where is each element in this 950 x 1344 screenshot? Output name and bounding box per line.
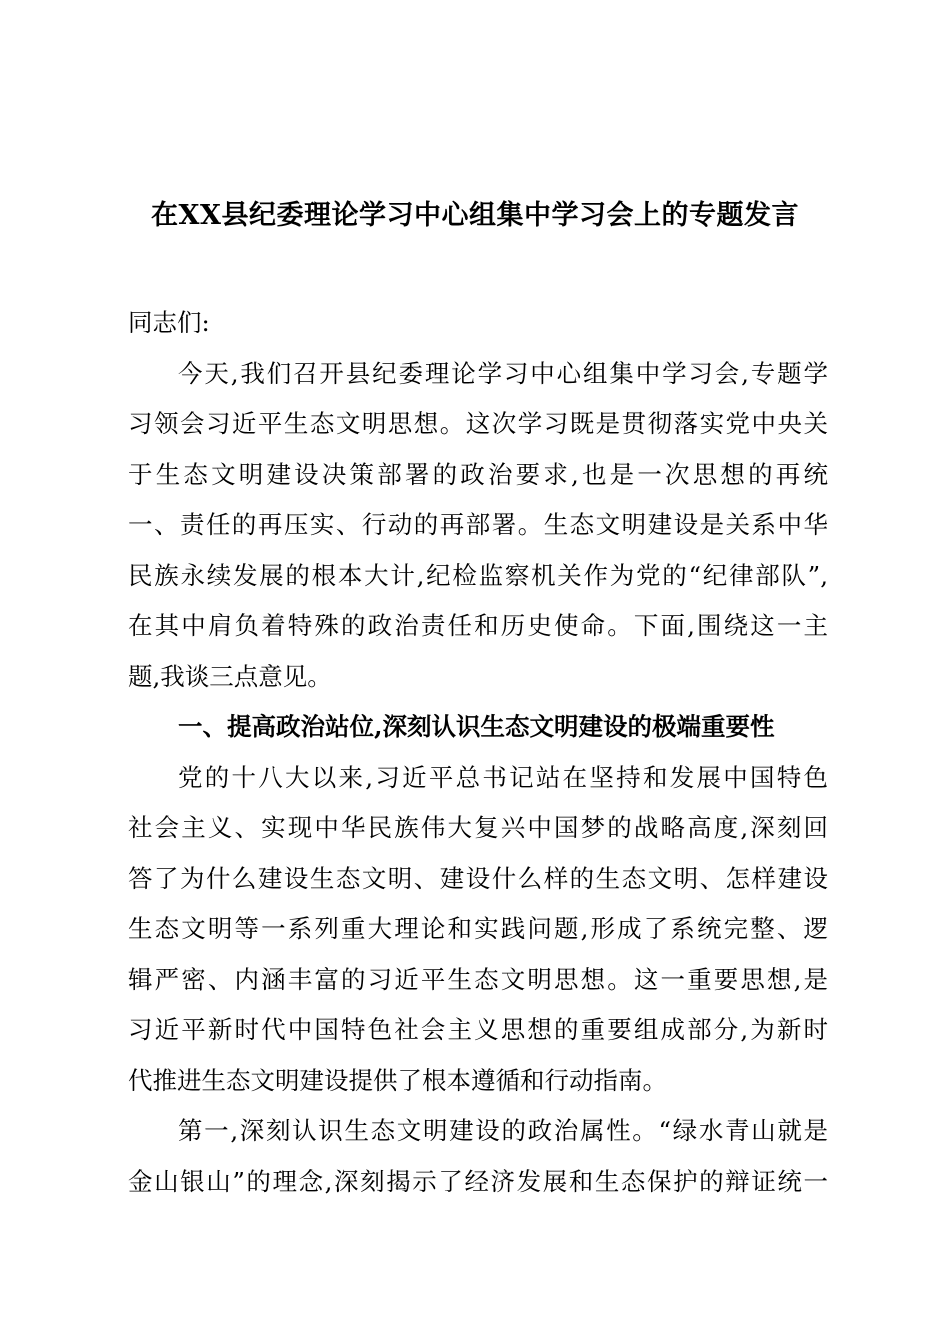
document-body — [128, 298, 828, 1207]
paragraph-line: 习近平新时代中国特色社会主义思想的重要组成部分,为新时 — [128, 1015, 828, 1044]
paragraph-line: 今天,我们召开县纪委理论学习中心组集中学习会,专题学 — [178, 358, 828, 388]
paragraph-line: 生态文明等一系列重大理论和实践问题,形成了系统完整、逻 — [128, 914, 828, 943]
paragraph-line: 社会主义、实现中华民族伟大复兴中国梦的战略高度,深刻回 — [128, 813, 828, 842]
paragraph-first-point — [128, 1106, 828, 1207]
paragraph-line: 一、责任的再压实、行动的再部署。生态文明建设是关系中华 — [128, 510, 828, 539]
paragraph-line: 党的十八大以来,习近平总书记站在坚持和发展中国特色 — [178, 762, 828, 792]
paragraph-line: 代推进生态文明建设提供了根本遵循和行动指南。 — [128, 1065, 667, 1095]
section-heading: 一、提高政治站位,深刻认识生态文明建设的极端重要性 — [178, 712, 775, 741]
paragraph-line: 金山银山”的理念,深刻揭示了经济发展和生态保护的辩证统一 — [128, 1166, 828, 1196]
paragraph-intro — [128, 349, 828, 703]
paragraph-section-one — [128, 753, 828, 1107]
paragraph-line: 辑严密、内涵丰富的习近平生态文明思想。这一重要思想,是 — [128, 964, 828, 994]
paragraph-line: 答了为什么建设生态文明、建设什么样的生态文明、怎样建设 — [128, 863, 828, 893]
paragraph-line: 于生态文明建设决策部署的政治要求,也是一次思想的再统 — [128, 459, 828, 489]
document-title: 在XX县纪委理论学习中心组集中学习会上的专题发言 — [151, 200, 799, 231]
paragraph-line: 习领会习近平生态文明思想。这次学习既是贯彻落实党中央关 — [128, 409, 828, 438]
paragraph-line: 在其中肩负着特殊的政治责任和历史使命。下面,围绕这一主 — [128, 611, 828, 640]
paragraph-line: 题,我谈三点意见。 — [128, 661, 332, 691]
paragraph-line: 第一,深刻认识生态文明建设的政治属性。“绿水青山就是 — [178, 1116, 828, 1145]
salutation: 同志们: — [128, 308, 210, 337]
paragraph-line: 民族永续发展的根本大计,纪检监察机关作为党的“纪律部队”, — [128, 560, 828, 590]
